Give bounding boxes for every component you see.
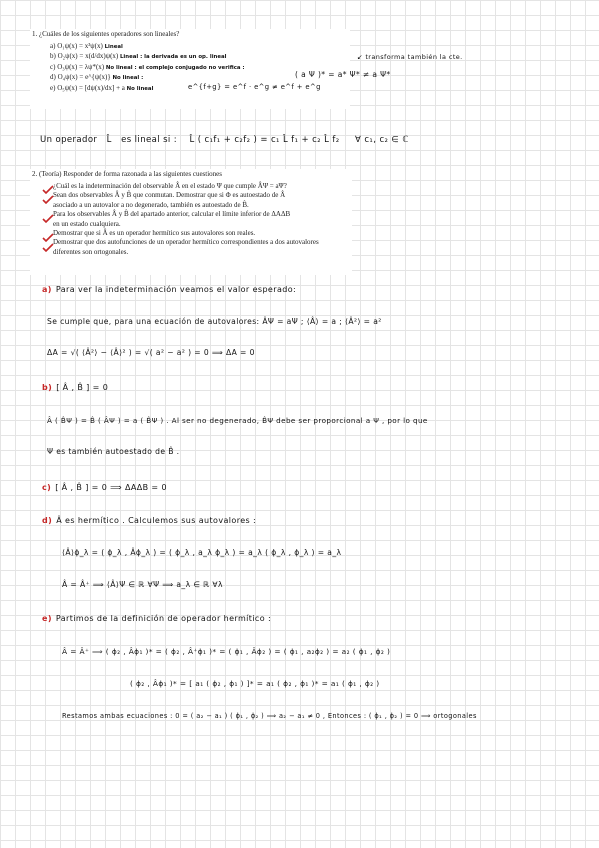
answer-b-line-2: Â ( B̂Ψ ) = B̂ ( ÂΨ ) = a ( B̂Ψ ) . Al ser no degenerado, B̂Ψ debe ser proporcional a Ψ , por lo que bbox=[47, 416, 428, 425]
question-2-title: 2. (Teoría) Responder de forma razonada a las siguientes cuestiones bbox=[32, 170, 222, 178]
check-mark-icon bbox=[42, 195, 54, 204]
check-mark-icon bbox=[42, 214, 54, 223]
answer-a-line-2: Se cumple que, para una ecuación de autovalores: ÂΨ = aΨ ; ⟨Â⟩ = a ; ⟨Â²⟩ = a² bbox=[47, 317, 382, 326]
q2-item-2: Sean dos observables Â y B̂ que conmutan. Demostrar que si Φ es autoestado de Â bbox=[53, 191, 286, 200]
answer-b-line-3: Ψ es también autoestado de B̂ . bbox=[47, 447, 180, 456]
linear-definition: Un operador L̂ es lineal si : L̂ ( c₁f₁ + c₂f₂ ) = c₁ L̂ f₁ + c₂ L̂ f₂ ∀ c₁, c₂ ∈ ℂ bbox=[40, 135, 409, 145]
q1-item-c: c) O₃ψ(x) = λψ*(x) No lineal : el complejo conjugado no verifica : bbox=[50, 62, 245, 71]
answer-e-marker: e) bbox=[42, 614, 52, 623]
q2-item-3: Para los observables Â y B̂ del apartado anterior, calcular el límite inferior de ΔAΔB bbox=[53, 210, 291, 219]
q2-item-3-cont: en un estado cualquiera. bbox=[53, 219, 121, 228]
answer-e-line-4: Restamos ambas ecuaciones : 0 = ( a₂ − a₁ ) ( ϕ₁ , ϕ₂ ) ⟹ a₂ − a₁ ≠ 0 , Entonces : ( ϕ₁ , ϕ₂ ) = 0 ⟹ ortogonales bbox=[62, 712, 477, 720]
answer-e-line-1: e) Partimos de la definición de operador hermítico : bbox=[42, 614, 272, 623]
q2-item-1: ¿Cuál es la indeterminación del observable Â en el estado Ψ que cumple ÂΨ = aΨ? bbox=[53, 182, 287, 190]
answer-e-line-2: Â = Â⁺ ⟹ ( ϕ₂ , Âϕ₁ )* = ( ϕ₂ , Â⁺ϕ₁ )* = ( ϕ₁ , Âϕ₂ ) = ( ϕ₁ , a₂ϕ₂ ) = a₂ ( ϕ₁ , ϕ₂ ) bbox=[62, 647, 391, 656]
check-mark-icon bbox=[42, 185, 54, 194]
answer-b-marker: b) bbox=[42, 383, 53, 392]
q1-item-b: b) O₂ψ(x) = x(d/dx)ψ(x) Lineal : la derivada es un op. lineal bbox=[50, 52, 227, 61]
answer-c-line-1: c) [ Â , B̂ ] = 0 ⟹ ΔAΔB = 0 bbox=[42, 483, 167, 492]
check-mark-icon bbox=[42, 243, 54, 252]
answer-d-line-1: d) Â es hermítico . Calculemos sus autovalores : bbox=[42, 516, 257, 525]
check-mark-icon bbox=[42, 233, 54, 242]
conjugate-formula: ( a Ψ )* = a* Ψ* ≠ a Ψ* bbox=[295, 70, 391, 79]
question-1-box bbox=[30, 29, 350, 109]
q2-item-5: Demostrar que dos autofunciones de un operador hermítico correspondientes a dos autovalores bbox=[53, 238, 319, 247]
q1-item-e: e) O₅ψ(x) = [dψ(x)/dx] + a No lineal bbox=[50, 83, 154, 92]
answer-d-line-2: ⟨Â⟩ϕ_λ = ( ϕ_λ , Âϕ_λ ) = ( ϕ_λ , a_λ ϕ_λ ) = a_λ ( ϕ_λ , ϕ_λ ) = a_λ bbox=[62, 548, 342, 557]
answer-b-line-1: b) [ Â , B̂ ] = 0 bbox=[42, 383, 109, 392]
answer-e-line-3: ( ϕ₂ , Âϕ₁ )* = [ a₁ ( ϕ₂ , ϕ₁ ) ]* = a₁ ( ϕ₂ , ϕ₁ )* = a₁ ( ϕ₁ , ϕ₂ ) bbox=[130, 679, 380, 688]
question-2-box bbox=[30, 169, 352, 275]
conjugate-note: ↙ transforma también la cte. bbox=[357, 53, 463, 61]
answer-d-line-3: Â = Â⁺ ⟹ ⟨Â⟩Ψ ∈ ℝ ∀Ψ ⟹ a_λ ∈ ℝ ∀λ bbox=[62, 580, 223, 589]
q2-item-4: Demostrar que si Â es un operador hermítico sus autovalores son reales. bbox=[53, 229, 256, 238]
question-1-title: 1. ¿Cuáles de los siguientes operadores son lineales? bbox=[32, 30, 180, 38]
q1-item-d: d) O₄ψ(x) = e^{ψ(x)} No lineal : bbox=[50, 73, 144, 82]
answer-a-line-1: a) Para ver la indeterminación veamos el valor esperado: bbox=[42, 285, 297, 294]
q1-item-a: a) O₁ψ(x) = x³ψ(x) Lineal bbox=[50, 42, 123, 50]
answer-a-line-3: ΔA = √( ⟨Â²⟩ − ⟨Â⟩² ) = √( a² − a² ) = 0 ⟹ ΔA = 0 bbox=[47, 348, 255, 357]
exponential-formula: e^{f+g} = e^f · e^g ≠ e^f + e^g bbox=[188, 83, 321, 91]
q2-item-5-cont: diferentes son ortogonales. bbox=[53, 247, 129, 256]
q2-item-2-cont: asociado a un autovalor a no degenerado, también es autoestado de B̂. bbox=[53, 200, 249, 209]
arrow-icon: ↙ bbox=[357, 53, 366, 61]
answer-c-marker: c) bbox=[42, 483, 52, 492]
answer-d-marker: d) bbox=[42, 516, 53, 525]
answer-a-marker: a) bbox=[42, 285, 52, 294]
